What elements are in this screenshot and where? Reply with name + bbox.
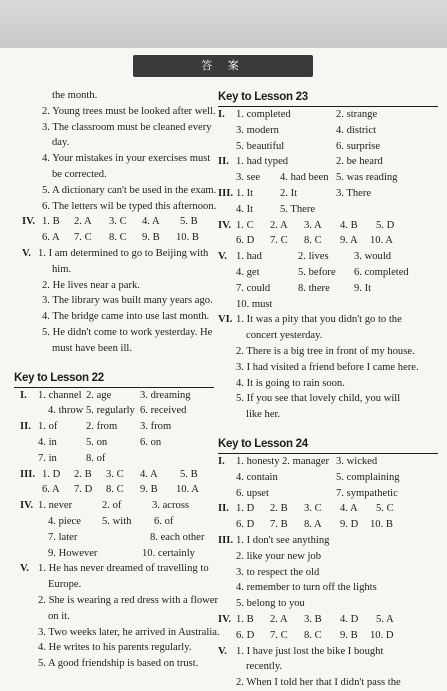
answer-line <box>218 360 438 376</box>
answer-text: 1. of <box>38 421 58 433</box>
answer-text: 2. from <box>86 421 118 433</box>
answer-text: 8. A <box>304 519 322 531</box>
answer-text: 3. dreaming <box>140 389 191 401</box>
answer-text: 1. B <box>42 216 60 228</box>
answer-text: 4. remember to turn off the lights <box>236 582 377 594</box>
answer-line <box>14 593 219 609</box>
answer-text: him. <box>52 263 72 275</box>
answer-text: 5. A <box>376 613 394 625</box>
answer-text: 2. There is a big tree in front of my house. <box>236 345 415 357</box>
answer-text: 4. district <box>336 124 377 136</box>
answer-text: be corrected. <box>52 168 107 180</box>
answer-text: 3. C <box>106 468 124 480</box>
answer-line <box>218 644 438 660</box>
section-numeral: I. <box>20 389 27 401</box>
answer-text: 7. B <box>270 519 288 531</box>
answer-text: 1. had typed <box>236 156 289 168</box>
answer-text: 3. wicked <box>336 455 378 467</box>
answer-text: 1. D <box>236 503 255 515</box>
answer-text: 2. A <box>270 219 288 231</box>
answer-text: 8. there <box>298 282 330 294</box>
answer-text: 6. A <box>42 232 60 244</box>
answer-text: 6. received <box>140 405 187 417</box>
answer-text: 3. B <box>304 613 322 625</box>
answer-text: 4. A <box>142 216 160 228</box>
answer-text: on it. <box>48 610 70 622</box>
answer-text: 5. C <box>376 503 394 515</box>
answer-text: 6. D <box>236 629 255 641</box>
answer-text: 6. surprise <box>336 140 381 152</box>
answer-line <box>218 249 438 265</box>
answer-line <box>218 281 438 297</box>
answer-line <box>14 341 214 357</box>
answer-text: 7. C <box>74 232 92 244</box>
answer-text: 3. C <box>109 216 127 228</box>
answer-text: concert yesterday. <box>246 330 323 342</box>
section-numeral: IV. <box>218 613 232 625</box>
answer-text: 1. It <box>236 187 254 199</box>
answer-text: 3. modern <box>236 124 279 136</box>
answer-line <box>14 498 214 514</box>
answer-text: 3. across <box>152 500 190 512</box>
answer-line <box>218 328 438 344</box>
answer-text: 8. C <box>106 484 124 496</box>
answer-text: 5. beautiful <box>236 140 285 152</box>
answer-text: 3. to respect the old <box>236 566 320 578</box>
answer-text: recently. <box>246 661 283 673</box>
section-numeral: I. <box>218 109 225 120</box>
answer-text: 2. B <box>270 503 288 515</box>
answer-line <box>14 325 214 341</box>
section-numeral: II. <box>218 503 229 515</box>
answer-text: 4. Your mistakes in your exercises must <box>42 153 211 165</box>
answer-text: 7. D <box>74 484 93 496</box>
answer-line <box>218 628 438 644</box>
answer-text: 2. manager <box>282 455 330 467</box>
answer-text: 9. It <box>354 282 372 294</box>
answer-text: 5. He didn't come to work yesterday. He <box>42 326 213 338</box>
answer-text: 8. of <box>86 452 106 464</box>
answer-line <box>14 214 214 230</box>
answer-text: 1. It was a pity that you didn't go to the <box>236 314 402 326</box>
answer-text: 2. Young trees must be looked after well. <box>42 105 216 117</box>
answer-text: 10. B <box>370 519 393 531</box>
answer-line <box>14 609 214 625</box>
answer-line <box>218 186 438 202</box>
answer-text: 5. B <box>180 468 198 480</box>
answer-text: 2. When I told her that I didn't pass the <box>236 677 401 689</box>
answer-line <box>14 120 214 136</box>
section-gap <box>14 357 214 369</box>
answer-line <box>218 107 438 123</box>
answer-text: 2. It <box>280 187 298 199</box>
section-numeral: I. <box>218 455 225 467</box>
answer-text: 2. be heard <box>336 156 383 168</box>
answer-line <box>14 151 214 167</box>
answer-line <box>14 625 220 641</box>
answer-line <box>218 391 438 407</box>
answer-text: 4. throw <box>48 405 84 417</box>
answer-line <box>14 88 214 104</box>
answer-text: 6. The letters wil be typed this afternoon. <box>42 200 217 212</box>
answer-line <box>218 344 438 360</box>
answer-line <box>218 470 438 486</box>
answer-line <box>218 297 438 313</box>
answer-text: 1. had <box>236 251 262 263</box>
answer-text: 5. was reading <box>336 172 398 184</box>
answer-text: must have been ill. <box>52 342 133 354</box>
answer-text: 9. D <box>340 519 359 531</box>
answer-text: 6. completed <box>354 266 409 278</box>
section-numeral: V. <box>218 251 227 263</box>
answer-line <box>14 388 214 404</box>
answer-text: 3. would <box>354 251 392 263</box>
answer-line <box>218 376 438 392</box>
answer-line <box>218 517 438 533</box>
answer-text: 3. from <box>140 421 172 433</box>
answer-line <box>14 656 214 672</box>
answer-text: 2. of <box>102 500 122 512</box>
answer-line <box>218 170 438 186</box>
answer-text: 6. D <box>236 235 255 247</box>
answer-line <box>14 104 214 120</box>
answer-text: 10. certainly <box>142 547 195 559</box>
lesson-heading <box>14 371 214 388</box>
answer-text: 5. B <box>180 216 198 228</box>
answer-line <box>218 675 438 691</box>
answer-text: 4. It is going to rain soon. <box>236 377 345 389</box>
lesson-heading <box>218 437 438 454</box>
answer-line <box>218 580 438 596</box>
answer-line <box>14 419 214 435</box>
answer-line <box>218 501 438 517</box>
answer-text: 7. later <box>48 531 78 543</box>
answer-line <box>218 265 438 281</box>
section-numeral: IV. <box>218 219 232 231</box>
answer-text: 4. D <box>340 613 359 625</box>
answer-text: 4. get <box>236 266 260 278</box>
answer-text: 9. B <box>140 484 158 496</box>
answer-text: 6. on <box>140 436 162 448</box>
answer-text: 7. in <box>38 452 57 464</box>
answer-text: 4. had been <box>280 172 329 184</box>
answer-text: 2. He lives near a park. <box>42 279 140 291</box>
answer-text: 2. A <box>74 216 92 228</box>
answer-line <box>14 561 214 577</box>
answer-text: 5. complaining <box>336 471 400 483</box>
section-numeral: VI. <box>218 314 233 326</box>
answer-text: 3. Two weeks later, he arrived in Australia. <box>38 626 220 638</box>
answer-line <box>14 530 214 546</box>
answer-text: 6. upset <box>236 487 269 499</box>
section-numeral: V. <box>20 563 29 575</box>
answer-text: 9. A <box>340 235 358 247</box>
answer-line <box>14 577 214 593</box>
answer-text: 7. C <box>270 629 288 641</box>
answer-text: 1. honesty <box>236 455 280 467</box>
answer-text: 1. He has never dreamed of travelling to <box>38 563 209 575</box>
answer-text: 1. D <box>42 468 61 480</box>
answer-text: 7. C <box>270 235 288 247</box>
top-margin-band <box>0 0 447 48</box>
answer-line <box>14 293 214 309</box>
answer-text: 9. B <box>340 629 358 641</box>
answer-line <box>218 612 438 628</box>
answer-text: 4. A <box>340 503 358 515</box>
answer-line <box>14 435 214 451</box>
section-numeral: V. <box>22 247 31 259</box>
answer-line <box>14 199 217 215</box>
lesson-heading-text: Key to Lesson 23 <box>218 91 308 103</box>
answer-text: 4. contain <box>236 471 278 483</box>
answer-text: 1. channel <box>38 389 82 401</box>
answer-line <box>14 183 217 199</box>
answer-text: 5. on <box>86 436 108 448</box>
answer-line <box>14 167 214 183</box>
answer-line <box>218 123 438 139</box>
answer-line <box>218 596 438 612</box>
answer-text: 5. A good friendship is based on trust. <box>38 658 199 670</box>
answer-text: 4. in <box>38 436 57 448</box>
answer-text: 6. A <box>42 484 60 496</box>
answer-text: 6. of <box>154 515 174 527</box>
answer-line <box>14 467 214 483</box>
answer-line <box>14 482 214 498</box>
answer-line <box>218 533 438 549</box>
answer-text: 2. A <box>270 613 288 625</box>
answer-text: like her. <box>246 409 281 421</box>
answer-text: 10. D <box>370 629 394 641</box>
answer-text: 3. The classroom must be cleaned every <box>42 121 212 133</box>
right-column <box>218 88 438 691</box>
answer-text: 3. A <box>304 219 322 231</box>
answer-text: 7. sympathetic <box>336 487 398 499</box>
answer-text: the month. <box>52 90 98 101</box>
answer-line <box>218 139 438 155</box>
lesson-heading <box>218 90 438 107</box>
answer-text: 2. strange <box>336 109 378 120</box>
lesson-heading-text: Key to Lesson 22 <box>14 371 104 384</box>
answer-text: 9. B <box>142 232 160 244</box>
answer-text: 5. belong to you <box>236 598 305 610</box>
answer-line <box>218 454 438 470</box>
answer-line <box>14 514 214 530</box>
answer-line <box>218 407 438 423</box>
answer-text: 1. I have just lost the bike I bought <box>236 645 384 657</box>
answer-text: 8. C <box>304 235 322 247</box>
answer-text: 4. It <box>236 203 254 215</box>
answer-text: 3. The library was built many years ago. <box>42 295 213 307</box>
answer-text: 4. piece <box>48 515 81 527</box>
answer-line <box>14 278 214 294</box>
answer-header-bar <box>133 55 313 77</box>
answer-text: 3. see <box>236 172 261 184</box>
answer-text: 1. I am determined to go to Beijing with <box>38 247 209 259</box>
answer-text: Europe. <box>48 579 82 591</box>
answer-text: 4. B <box>340 219 358 231</box>
answer-text: 5. regularly <box>86 405 135 417</box>
answer-text: 10. must <box>236 298 273 310</box>
answer-text: 7. could <box>236 282 271 294</box>
answer-text: 2. B <box>74 468 92 480</box>
section-numeral: V. <box>218 645 227 657</box>
answer-line <box>218 312 438 328</box>
answer-line <box>218 154 438 170</box>
answer-line <box>14 309 214 325</box>
answer-text: 4. He writes to his parents regularly. <box>38 642 192 654</box>
answer-text: 2. like your new job <box>236 550 322 562</box>
section-numeral: II. <box>20 421 31 433</box>
answer-text: 10. B <box>176 232 199 244</box>
answer-text: 4. The bridge came into use last month. <box>42 311 210 323</box>
answer-text: 3. There <box>336 187 372 199</box>
answer-text: day. <box>52 137 70 149</box>
answer-line <box>218 486 438 502</box>
section-numeral: II. <box>218 156 229 168</box>
section-numeral: III. <box>218 534 234 546</box>
answer-text: 1. completed <box>236 109 291 120</box>
section-numeral: IV. <box>22 216 36 228</box>
section-numeral: III. <box>20 468 36 480</box>
answer-line <box>218 565 438 581</box>
answer-line <box>14 640 214 656</box>
answer-line <box>14 262 214 278</box>
answer-line <box>218 218 438 234</box>
answer-text: 8. each other <box>150 531 205 543</box>
answer-line <box>218 202 438 218</box>
answer-text: 8. C <box>304 629 322 641</box>
page-title: 答 案 <box>201 59 245 72</box>
answer-text: 1. C <box>236 219 254 231</box>
answer-text: 9. However <box>48 547 98 559</box>
left-column <box>14 88 220 672</box>
answer-line <box>14 230 214 246</box>
answer-text: 4. A <box>140 468 158 480</box>
answer-text: 2. age <box>86 389 112 401</box>
answer-text: 5. before <box>298 266 336 278</box>
answer-line <box>14 135 214 151</box>
answer-text: 8. C <box>109 232 127 244</box>
section-gap <box>218 423 438 435</box>
answer-line <box>218 233 438 249</box>
answer-text: 6. D <box>236 519 255 531</box>
answer-line <box>14 546 214 562</box>
answer-text: 2. lives <box>298 251 329 263</box>
answer-text: 5. There <box>280 203 316 215</box>
answer-text: 1. I don't see anything <box>236 534 330 546</box>
answer-text: 5. D <box>376 219 395 231</box>
answer-line <box>218 549 438 565</box>
answer-text: 2. She is wearing a red dress with a flower <box>38 594 219 606</box>
answer-text: 3. C <box>304 503 322 515</box>
lesson-heading-text: Key to Lesson 24 <box>218 437 308 450</box>
answer-line <box>14 403 214 419</box>
answer-text: 3. I had visited a friend before I came here. <box>236 361 419 373</box>
answer-text: 5. If you see that lovely child, you will <box>236 393 401 405</box>
answer-text: 5. A dictionary can't be used in the exam. <box>42 184 217 196</box>
answer-text: 1. never <box>38 500 73 512</box>
section-numeral: IV. <box>20 500 34 512</box>
answer-line <box>14 451 214 467</box>
answer-text: 1. B <box>236 613 254 625</box>
section-numeral: III. <box>218 187 234 199</box>
answer-text: 10. A <box>370 235 393 247</box>
answer-line <box>14 246 214 262</box>
answer-text: 10. A <box>176 484 199 496</box>
answer-text: 5. with <box>102 515 132 527</box>
